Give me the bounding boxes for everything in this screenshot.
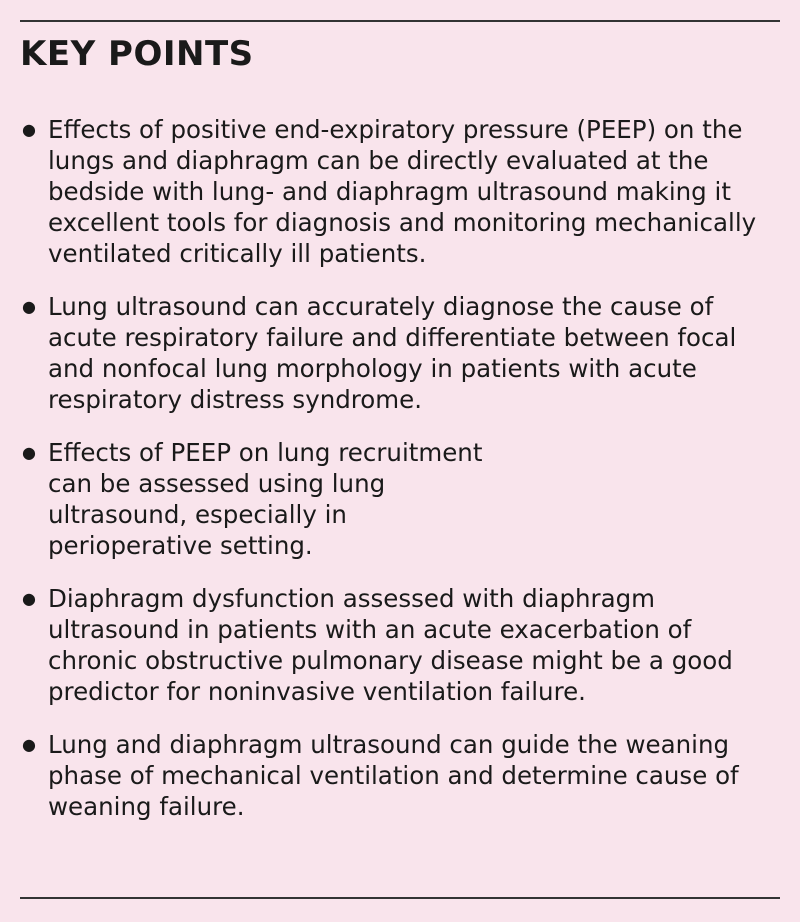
point-text: Lung and diaphragm ultrasound can guide the weaning phase of mechanical ventilation and determine cause of weaning failure. bbox=[48, 730, 739, 821]
point-text: Effects of positive end-expiratory pressure (PEEP) on the lungs and diaphragm can be directly evaluated at the bedside with lung- and diaphragm ultrasound making it excellent tools for diagnosis and monitoring mechanically ventilated critically ill patients. bbox=[48, 115, 757, 268]
bullet-icon: ● bbox=[22, 589, 36, 608]
bullet-icon: ● bbox=[22, 735, 36, 754]
list-item bbox=[22, 583, 782, 707]
point-text: Lung ultrasound can accurately diagnose the cause of acute respiratory failure and differentiate between focal and nonfocal lung morphology in patients with acute respiratory distress syndrome. bbox=[48, 292, 737, 414]
key-points-list bbox=[22, 114, 782, 844]
point-text: Diaphragm dysfunction assessed with diaphragm ultrasound in patients with an acute exacerbation of chronic obstructive pulmonary disease might be a good predictor for noninvasive ventilation failure. bbox=[48, 584, 733, 706]
bottom-divider bbox=[20, 897, 780, 899]
list-item bbox=[22, 291, 782, 415]
bullet-icon: ● bbox=[22, 443, 36, 462]
box-title: KEY POINTS bbox=[20, 34, 254, 74]
bullet-icon: ● bbox=[22, 297, 36, 316]
list-item bbox=[22, 729, 782, 822]
point-text: Effects of PEEP on lung recruitment can be assessed using lung ultrasound, especially in perioperative setting. bbox=[48, 438, 483, 560]
top-divider bbox=[20, 20, 780, 22]
list-item bbox=[22, 114, 782, 269]
list-item bbox=[22, 437, 782, 561]
bullet-icon: ● bbox=[22, 120, 36, 139]
